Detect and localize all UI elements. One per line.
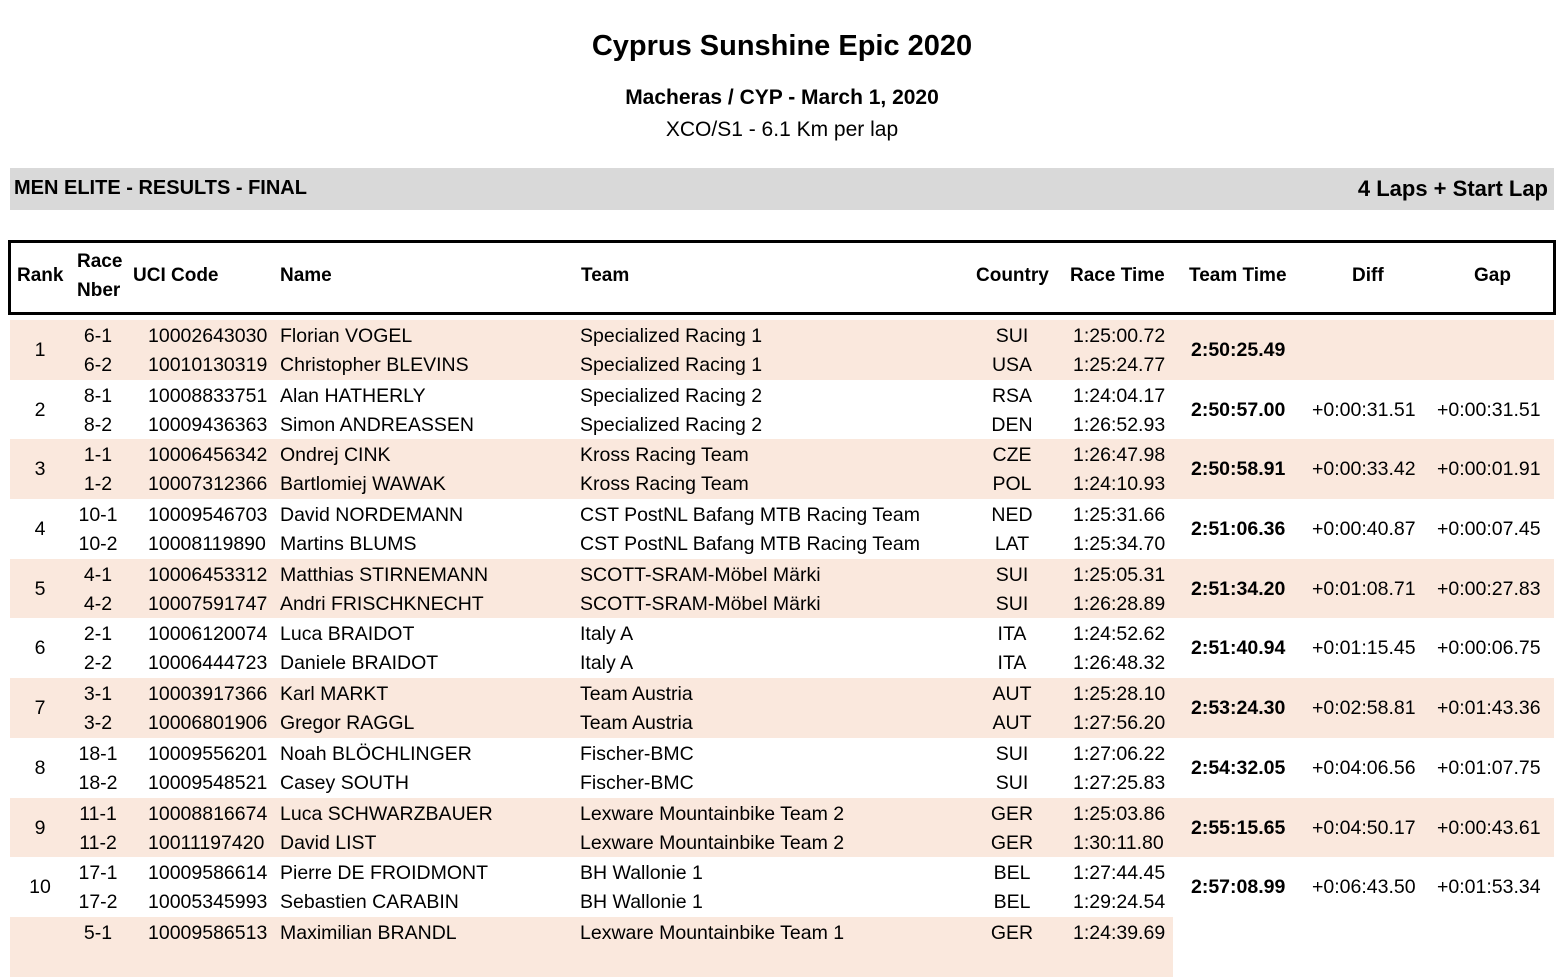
race-time-cell: 1:25:24.77: [1073, 354, 1166, 376]
rider-name-cell: Ondrej CINK: [280, 444, 391, 467]
rider-name-cell: Florian VOGEL: [280, 325, 413, 347]
team-time-cell: 2:53:24.30: [1191, 697, 1286, 720]
uci-code-cell: 10011197420: [148, 831, 265, 854]
diff-cell: +0:01:15.45: [1312, 637, 1416, 660]
race-nber-cell: 2-1: [83, 623, 113, 646]
country-cell: BEL: [993, 862, 1031, 885]
gap-cell: +0:00:06.75: [1437, 637, 1541, 660]
country-cell: LAT: [994, 533, 1030, 556]
race-time-cell: 1:27:06.22: [1073, 742, 1166, 765]
team-cell: Italy A: [580, 623, 634, 646]
team-cell: SCOTT-SRAM-Möbel Märki: [580, 592, 821, 615]
race-time-cell: 1:25:03.86: [1073, 802, 1166, 825]
team-cell: BH Wallonie 1: [580, 891, 703, 914]
result-group-7: [10, 678, 1554, 738]
rider-name-cell: Luca BRAIDOT: [280, 623, 415, 646]
race-nber-cell: 8-1: [83, 384, 113, 407]
team-time-cell: 2:51:40.94: [1191, 637, 1286, 660]
gap-cell: +0:00:07.45: [1437, 518, 1541, 541]
race-time-cell: 1:25:31.66: [1073, 504, 1166, 527]
country-cell: GER: [990, 921, 1034, 944]
rider-name-cell: Alan HATHERLY: [280, 384, 426, 407]
team-time-cell: 2:51:06.36: [1191, 518, 1286, 541]
team-cell: Kross Racing Team: [580, 444, 749, 467]
country-cell: SUI: [995, 742, 1029, 765]
team-time-cell: 2:50:57.00: [1191, 398, 1286, 421]
race-time-cell: 1:25:05.31: [1073, 563, 1166, 586]
team-cell: Fischer-BMC: [580, 742, 694, 765]
team-cell: Fischer-BMC: [580, 771, 694, 794]
rank-cell: 2: [34, 398, 46, 421]
country-cell: POL: [992, 473, 1032, 496]
rank-cell: 5: [34, 577, 46, 600]
team-time-cell: 2:54:32.05: [1191, 756, 1286, 779]
team-cell: SCOTT-SRAM-Möbel Märki: [580, 563, 821, 586]
team-time-cell: 2:57:08.99: [1191, 876, 1286, 899]
gap-cell: +0:00:27.83: [1437, 577, 1541, 600]
race-time-cell: 1:26:48.32: [1073, 652, 1166, 675]
race-time-cell: 1:24:39.69: [1073, 921, 1166, 944]
country-cell: BEL: [993, 891, 1031, 914]
team-cell: Specialized Racing 1: [580, 354, 763, 376]
country-cell: GER: [990, 802, 1034, 825]
rider-name-cell: Noah BLÖCHLINGER: [280, 742, 472, 765]
team-cell: Kross Racing Team: [580, 473, 749, 496]
rider-name-cell: Karl MARKT: [280, 683, 389, 706]
race-nber-cell: 8-2: [83, 413, 113, 436]
rider-name-cell: Daniele BRAIDOT: [280, 652, 439, 675]
race-nber-cell: 2-2: [83, 652, 113, 675]
header-team-time: Team Time: [1189, 265, 1287, 286]
rank-cell: 10: [29, 876, 51, 899]
uci-code-cell: 10007591747: [148, 592, 268, 615]
event-format: XCO/S1 - 6.1 Km per lap: [665, 118, 899, 141]
uci-code-cell: 10006444723: [148, 652, 268, 675]
country-cell: RSA: [991, 384, 1033, 407]
result-group-3: [10, 439, 1554, 499]
event-title: Cyprus Sunshine Epic 2020: [591, 30, 973, 62]
country-cell: SUI: [995, 563, 1029, 586]
race-nber-cell: 10-1: [78, 504, 118, 527]
header-rank: Rank: [17, 265, 64, 286]
uci-code-cell: 10009436363: [148, 413, 268, 436]
race-time-cell: 1:25:34.70: [1073, 533, 1166, 556]
race-time-cell: 1:30:11.80: [1073, 831, 1164, 854]
race-nber-cell: 11-1: [79, 802, 117, 825]
uci-code-cell: 10009556201: [148, 742, 268, 765]
team-cell: BH Wallonie 1: [580, 862, 703, 885]
team-cell: Specialized Racing 1: [580, 325, 763, 347]
gap-cell: +0:01:53.34: [1437, 876, 1541, 899]
race-time-cell: 1:24:52.62: [1073, 623, 1166, 646]
race-time-cell: 1:26:47.98: [1073, 444, 1166, 467]
rank-cell: 6: [34, 637, 46, 660]
race-time-cell: 1:27:25.83: [1073, 771, 1166, 794]
team-cell: Specialized Racing 2: [580, 413, 763, 436]
race-nber-cell: 18-1: [78, 742, 118, 765]
race-nber-cell: 17-1: [78, 862, 118, 885]
diff-cell: +0:00:40.87: [1312, 518, 1416, 541]
rider-name-cell: Christopher BLEVINS: [280, 354, 469, 376]
race-nber-cell: 1-1: [83, 444, 113, 467]
race-nber-cell: 4-2: [83, 592, 113, 615]
race-time-cell: 1:26:52.93: [1073, 413, 1166, 436]
gap-cell: +0:00:31.51: [1437, 398, 1541, 421]
rank-cell: 3: [34, 458, 46, 481]
rider-name-cell: Martins BLUMS: [280, 533, 417, 556]
gap-cell: +0:01:07.75: [1437, 756, 1541, 779]
rider-name-cell: David NORDEMANN: [280, 504, 464, 527]
rank-cell: 1: [34, 339, 46, 361]
result-group-11-partial: [10, 917, 1173, 977]
diff-cell: +0:00:33.42: [1312, 458, 1416, 481]
result-group-5: [10, 559, 1554, 619]
result-group-9: [10, 798, 1554, 858]
team-time-cell: 2:55:15.65: [1191, 816, 1286, 839]
rider-name-cell: Andri FRISCHKNECHT: [280, 592, 484, 615]
race-time-cell: 1:26:28.89: [1073, 592, 1166, 615]
team-time-cell: 2:50:25.49: [1191, 339, 1286, 361]
uci-code-cell: 10009548521: [148, 771, 268, 794]
uci-code-cell: 10010130319: [148, 354, 268, 376]
uci-code-cell: 10003917366: [148, 683, 268, 706]
diff-cell: +0:00:31.51: [1312, 398, 1416, 421]
race-nber-cell: 3-2: [83, 712, 113, 735]
rank-cell: 9: [34, 816, 46, 839]
rider-name-cell: Maximilian BRANDL: [280, 921, 457, 944]
diff-cell: +0:01:08.71: [1312, 577, 1416, 600]
race-time-cell: 1:25:00.72: [1073, 325, 1166, 347]
race-time-cell: 1:25:28.10: [1073, 683, 1166, 706]
race-nber-cell: 3-1: [83, 683, 113, 706]
race-time-cell: 1:24:04.17: [1073, 384, 1166, 407]
header-country: Country: [976, 265, 1049, 286]
country-cell: CZE: [992, 444, 1032, 467]
race-time-cell: 1:29:24.54: [1073, 891, 1166, 914]
result-group-2: [10, 380, 1554, 440]
country-cell: NED: [991, 504, 1033, 527]
gap-cell: +0:00:43.61: [1437, 816, 1541, 839]
diff-cell: +0:04:06.56: [1312, 756, 1416, 779]
category-label: MEN ELITE - RESULTS - FINAL: [14, 177, 307, 199]
team-cell: Lexware Mountainbike Team 1: [580, 921, 845, 944]
result-group-8: [10, 738, 1554, 798]
gap-cell: +0:00:01.91: [1437, 458, 1541, 481]
rider-name-cell: Matthias STIRNEMANN: [280, 563, 489, 586]
team-cell: Lexware Mountainbike Team 2: [580, 802, 845, 825]
header-race-nber-line2: Nber: [77, 280, 121, 301]
uci-code-cell: 10009546703: [148, 504, 268, 527]
diff-cell: +0:04:50.17: [1312, 816, 1416, 839]
rank-cell: 4: [34, 518, 46, 541]
rider-name-cell: David LIST: [280, 831, 377, 854]
race-time-cell: 1:27:44.45: [1073, 862, 1166, 885]
team-cell: Team Austria: [580, 683, 693, 706]
race-nber-cell: 1-2: [83, 473, 113, 496]
gap-cell: +0:01:43.36: [1437, 697, 1541, 720]
uci-code-cell: 10008833751: [148, 384, 268, 407]
uci-code-cell: 10009586513: [148, 921, 268, 944]
country-cell: GER: [990, 831, 1034, 854]
uci-code-cell: 10002643030: [148, 325, 268, 347]
race-nber-cell: 6-1: [83, 325, 113, 347]
country-cell: USA: [991, 354, 1033, 376]
uci-code-cell: 10006801906: [148, 712, 268, 735]
team-cell: Lexware Mountainbike Team 2: [580, 831, 845, 854]
result-group-1: [10, 320, 1554, 380]
rider-name-cell: Luca SCHWARZBAUER: [280, 802, 493, 825]
country-cell: ITA: [997, 623, 1027, 646]
country-cell: DEN: [991, 413, 1033, 436]
team-cell: CST PostNL Bafang MTB Racing Team: [580, 533, 920, 556]
country-cell: AUT: [992, 683, 1032, 706]
header-race-time: Race Time: [1070, 265, 1165, 286]
team-cell: Team Austria: [580, 712, 693, 735]
rider-name-cell: Simon ANDREASSEN: [280, 413, 474, 436]
team-time-cell: 2:51:34.20: [1191, 577, 1286, 600]
team-cell: Specialized Racing 2: [580, 384, 763, 407]
rider-name-cell: Sebastien CARABIN: [280, 891, 459, 914]
uci-code-cell: 10009586614: [148, 862, 268, 885]
race-nber-cell: 6-2: [83, 354, 113, 376]
header-team: Team: [581, 265, 630, 286]
team-cell: CST PostNL Bafang MTB Racing Team: [580, 504, 920, 527]
country-cell: SUI: [995, 325, 1029, 347]
diff-cell: +0:06:43.50: [1312, 876, 1416, 899]
result-group-6: [10, 618, 1554, 678]
event-location-date: Macheras / CYP - March 1, 2020: [625, 86, 939, 109]
rank-cell: 8: [34, 756, 46, 779]
result-group-4: [10, 499, 1554, 559]
uci-code-cell: 10008816674: [148, 802, 268, 825]
race-nber-cell: 17-2: [78, 891, 118, 914]
rider-name-cell: Gregor RAGGL: [280, 712, 415, 735]
race-nber-cell: 10-2: [78, 533, 118, 556]
country-cell: SUI: [995, 592, 1029, 615]
header-race-nber-line1: Race: [77, 251, 123, 272]
diff-cell: +0:02:58.81: [1312, 697, 1416, 720]
country-cell: SUI: [995, 771, 1029, 794]
country-cell: AUT: [992, 712, 1032, 735]
race-nber-cell: 5-1: [83, 921, 113, 944]
header-name: Name: [280, 265, 332, 286]
team-cell: Italy A: [580, 652, 634, 675]
laps-label: 4 Laps + Start Lap: [1357, 176, 1548, 201]
uci-code-cell: 10008119890: [148, 533, 266, 556]
rank-cell: 7: [34, 697, 46, 720]
rider-name-cell: Casey SOUTH: [280, 771, 409, 794]
race-nber-cell: 4-1: [83, 563, 113, 586]
team-time-cell: 2:50:58.91: [1191, 458, 1286, 481]
header-uci-code: UCI Code: [133, 265, 219, 286]
uci-code-cell: 10006456342: [148, 444, 268, 467]
race-time-cell: 1:24:10.93: [1073, 473, 1166, 496]
race-nber-cell: 11-2: [79, 831, 117, 854]
header-gap: Gap: [1474, 265, 1511, 286]
race-time-cell: 1:27:56.20: [1073, 712, 1166, 735]
category-bar: [10, 168, 1554, 210]
table-header: [8, 240, 1556, 315]
country-cell: ITA: [997, 652, 1027, 675]
rider-name-cell: Bartlomiej WAWAK: [280, 473, 446, 496]
results-table: [10, 320, 1554, 977]
uci-code-cell: 10006120074: [148, 623, 268, 646]
header-diff: Diff: [1352, 265, 1384, 286]
rider-name-cell: Pierre DE FROIDMONT: [280, 862, 489, 885]
race-nber-cell: 18-2: [78, 771, 118, 794]
result-group-10: [10, 857, 1554, 917]
uci-code-cell: 10007312366: [148, 473, 268, 496]
uci-code-cell: 10006453312: [148, 563, 268, 586]
uci-code-cell: 10005345993: [148, 891, 268, 914]
